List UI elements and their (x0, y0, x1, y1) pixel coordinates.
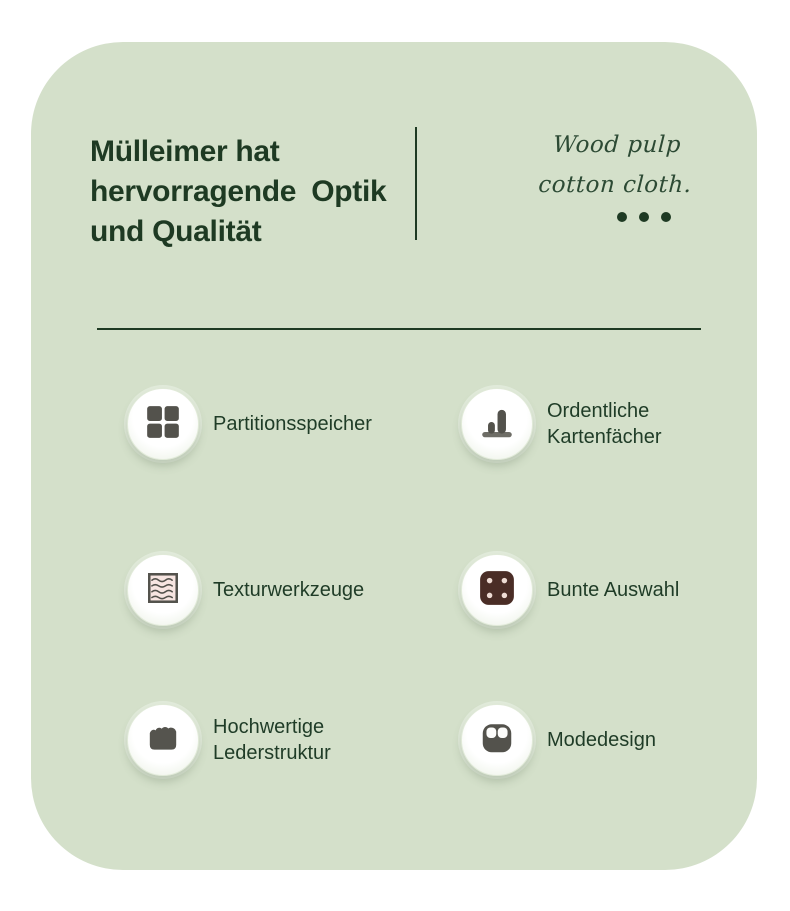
die-icon (478, 569, 516, 612)
icon-circle (127, 554, 199, 626)
feature-label: Bunte Auswahl (547, 579, 680, 601)
feature-label: Hochwertige Lederstruktur (213, 716, 331, 764)
horizontal-divider (97, 328, 701, 330)
feature-item-texture-tools (127, 554, 364, 626)
title-line: Mülleimer hat (90, 135, 280, 168)
icon-circle (461, 554, 533, 626)
feature-label: Modedesign (547, 729, 656, 751)
texture-icon (144, 569, 182, 612)
three-dots-ornament (617, 212, 671, 222)
card-slots-icon (478, 403, 516, 446)
feature-item-partition-storage (127, 388, 372, 460)
title-line: hervorragende Optik (90, 175, 387, 208)
leather-icon (144, 719, 182, 762)
product-feature-card (31, 42, 757, 870)
icon-circle (127, 704, 199, 776)
tagline-line: cotton cloth. (537, 172, 693, 198)
bag-icon (478, 719, 516, 762)
feature-item-leather-texture (127, 704, 413, 776)
feature-item-card-slots (461, 388, 747, 460)
dot (617, 212, 627, 222)
dot (639, 212, 649, 222)
handwritten-tagline (499, 125, 733, 205)
page-title (90, 132, 416, 252)
vertical-divider (415, 127, 417, 240)
feature-label: Partitionsspeicher (213, 413, 372, 435)
title-line: und Qualität (90, 215, 262, 248)
icon-circle (461, 704, 533, 776)
grid-icon (144, 403, 182, 446)
tagline-line: Wood pulp (552, 132, 682, 158)
feature-label: Texturwerkzeuge (213, 579, 365, 601)
icon-circle (127, 388, 199, 460)
dot (661, 212, 671, 222)
icon-circle (461, 388, 533, 460)
feature-item-colorful-selection (461, 554, 679, 626)
feature-label: Ordentliche Kartenfächer (547, 400, 662, 448)
feature-item-fashion-design (461, 704, 656, 776)
